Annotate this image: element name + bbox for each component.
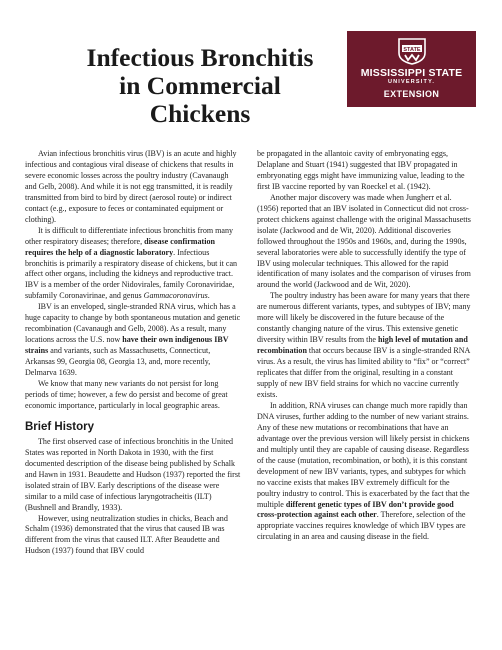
paragraph: Avian infectious bronchitis virus (IBV) is an acute and highly infectious and contagious viral disease of chickens that results in severe economic losses across the poultry industry (Cavanaugh and Gelb, 2008). And while it is not egg transmitted, it is readily transmitted from bird to bird by direct (aerosol route) or indirect contact (e.g., exposure to feces or contaminated equipment or clothing). bbox=[25, 149, 237, 224]
paragraph: IBV is an enveloped, single-stranded RNA virus, which has a huge capacity to change by both spontaneous mutation and genetic recombination (Cavanaugh and Gelb, 2008). As a result, many locations across the U.S. now have their own indigenous IBV strains and variants, such as Massachusetts, Connecticut, Arkansas 99, Georgia 08, Georgia 13, and, more recently, Delmarva 1639. bbox=[25, 302, 241, 378]
right-column bbox=[257, 149, 473, 543]
title-line-1: Infectious Bronchitis bbox=[86, 43, 314, 72]
msu-seal-icon bbox=[397, 36, 427, 65]
left-column bbox=[25, 149, 241, 557]
svg-text:STATE: STATE bbox=[402, 47, 421, 53]
paragraph: be propagated in the allantoic cavity of embryonating eggs, Delaplane and Stuart (1941) suggested that IBV propagated in embryonating eggs might have immunizing value, leading to the first IB vaccine reported by van Roeckel et al. (1942). bbox=[257, 149, 465, 191]
paragraph: However, using neutralization studies in chicks, Beach and Schalm (1936) demonstrated that the virus that caused IB was different from the virus that caused ILT. After Beaudette and Hudson (1937) found that IBV could bbox=[25, 513, 228, 556]
paragraph: The first observed case of infectious bronchitis in the United States was reported in North Dakota in 1930, with the first documented description of the disease being published by Schalk and Hawn in 1931. Beaudette and Hudson (1937) reported the first isolated strain of IBV. Early descriptions of the disease were similar to a mild case of infectious laryngotracheitis (ILT) (Bushnell and Brandly, 1933). bbox=[25, 436, 241, 512]
paragraph: We know that many new variants do not persist for long periods of time; however, a few do persist and become of great economic importance, particularly in local geographic areas. bbox=[25, 379, 228, 410]
logo-university-label: UNIVERSITY. bbox=[387, 79, 436, 85]
section-heading: Brief History bbox=[25, 420, 95, 433]
paragraph: It is difficult to differentiate infectious bronchitis from many other respiratory diseases; therefore, disease confirmation requires the help of a diagnostic laboratory. Infectious bronchitis is primarily a respiratory disease of chickens, but it can affect other organs, including the kidneys and reproductive tract. IBV is a member of the order Nidovirales, family Coronaviridae, subfamily Coronavirinae, and genus Gammacoronavirus. bbox=[25, 225, 238, 301]
page-title bbox=[70, 44, 330, 128]
paragraph: In addition, RNA viruses can change much more rapidly than DNA viruses, further adding to the number of new variant strains. Any of these new mutations or recombinations that have an advantage over the previous version will likely persist in chickens and multiply until they are capable of causing disease. Regardless of the cause (mutation, recombination, or both), it is this constant development of new IBV variants, types, and subtypes for which no vaccine exists that makes IBV extremely difficult for the poultry industry to control. This is exacerbated by the fact that the multiple different genetic types of IBV don’t provide good cross-protection against each other. Therefore, selection of the appropriate vaccines requires knowledge of which IBV types are circulating in an area and causing disease in the field. bbox=[257, 400, 470, 542]
paragraph: The poultry industry has been aware for many years that there are numerous different variants, types, and subtypes of IBV; many more will likely be discovered in the future because of the constantly changing nature of the virus. This extensive genetic diversity within IBV results from the high level of mutation and recombination that occurs because IBV is a single-stranded RNA virus. As a result, the virus has limited ability to “fix” or “correct” replicates that differ from the original, resulting in a constant supply of new IBV field strains for which no vaccine currently exists. bbox=[257, 291, 471, 399]
logo-extension-label: EXTENSION bbox=[383, 89, 440, 99]
msu-extension-logo bbox=[347, 31, 476, 107]
title-line-2: in Commercial Chickens bbox=[119, 71, 281, 128]
logo-university-name: MISSISSIPPI STATE bbox=[360, 67, 463, 79]
paragraph: Another major discovery was made when Jungherr et al. (1956) reported that an IBV isolated in Connecticut did not cross-protect chickens against challenge with the original Massachusetts isolate (Jackwood and de Wit, 2020). Additional discoveries followed throughout the 1950s and 1960s, and, during the 1990s, several laboratories were able to successfully identify the type of IBV using molecular techniques. This allowed for the rapid identification of many isolates and the comparison of viruses from around the world (Jackwood and de Wit, 2020). bbox=[257, 192, 471, 290]
